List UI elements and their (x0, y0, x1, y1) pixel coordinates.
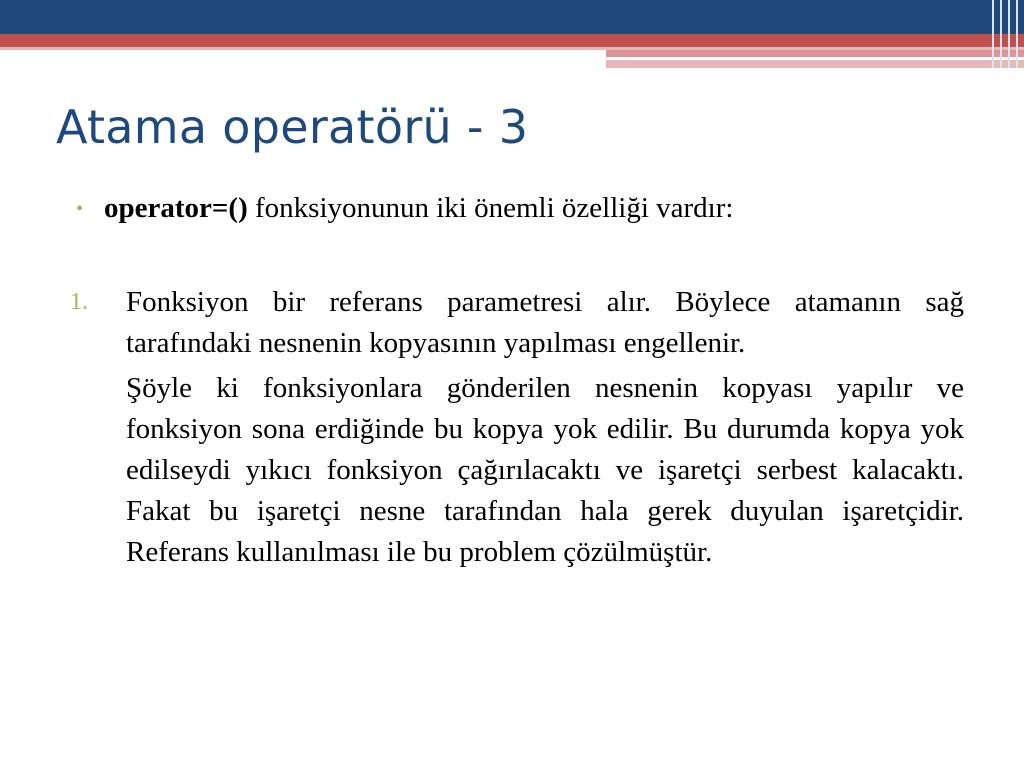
item-body (126, 282, 964, 573)
header-accent-bar-lower (606, 60, 1024, 68)
item-paragraph: Şöyle ki fonksiyonlara gönderilen nesnenin kopyası yapılır ve fonksiyon sona erdiğinde bu kopya yok edilir. Bu durumda kopya yok edilseydi yıkıcı fonksiyon çağırılacaktı ve işaretçi serbest kalacaktı. Fakat bu işaretçi nesne tarafından hala gerek duyulan işaretçidir. Referans kullanılması ile bu problem çözülmüştür. (126, 372, 964, 568)
bullet-bold-text: operator=() (104, 192, 248, 224)
bullet-marker: • (76, 198, 84, 220)
bullet-text (104, 192, 733, 225)
slide-title: Atama operatörü - 3 (56, 100, 529, 154)
numbered-item (70, 282, 964, 573)
header-stripes (986, 0, 1024, 68)
bullet-rest-text: fonksiyonunun iki önemli özelliği vardır: (247, 192, 734, 224)
header-band-blue (0, 0, 1024, 34)
item-number: 1. (70, 289, 88, 315)
header-accent-bar (606, 50, 1024, 57)
header-band-red (0, 34, 1024, 47)
item-paragraph: Fonksiyon bir referans parametresi alır. Böylece atamanın sağ tarafındaki nesnenin kopyasının yapılması engellenir. (126, 286, 964, 359)
